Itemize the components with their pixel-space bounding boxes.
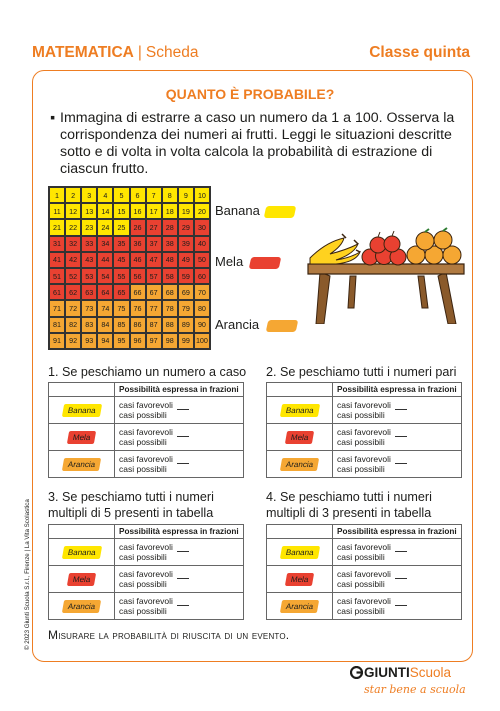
grid-cell: 37 [146, 236, 162, 252]
grid-cell: 60 [194, 268, 210, 284]
grid-cell: 35 [113, 236, 129, 252]
possible-label: casi possibili [337, 410, 385, 420]
fraction-answer[interactable] [177, 578, 189, 579]
fraction-answer[interactable] [395, 463, 407, 464]
table-q3 [48, 524, 244, 620]
favorable-label: casi favorevoli [337, 542, 391, 552]
grid-cell: 41 [49, 252, 65, 268]
possible-label: casi possibili [119, 606, 167, 616]
fraction-answer[interactable] [395, 605, 407, 606]
grid-cell: 67 [146, 284, 162, 300]
instruction [50, 110, 460, 178]
grid-cell: 29 [178, 219, 194, 235]
grid-cell: 78 [162, 300, 178, 316]
legend-arancia: Arancia [215, 317, 260, 332]
favorable-label: casi favorevoli [119, 454, 173, 464]
footer-objective: Misurare la probabilità di riuscita di un evento. [48, 628, 290, 642]
grid-cell: 88 [162, 317, 178, 333]
subject-label: MATEMATICA [32, 44, 134, 61]
grid-cell: 7 [146, 187, 162, 203]
grid-cell: 9 [178, 187, 194, 203]
grid-cell: 86 [130, 317, 146, 333]
grid-cell: 92 [65, 333, 81, 349]
favorable-label: casi favorevoli [119, 596, 173, 606]
grid-cell: 98 [162, 333, 178, 349]
favorable-label: casi favorevoli [119, 542, 173, 552]
grid-cell: 68 [162, 284, 178, 300]
page-header [32, 44, 470, 64]
favorable-label: casi favorevoli [337, 596, 391, 606]
tag-mela: Mela [67, 573, 97, 586]
grid-cell: 44 [97, 252, 113, 268]
brand-tagline: star bene a scuola [364, 683, 466, 696]
tag-arancia: Arancia [280, 458, 319, 471]
favorable-label: casi favorevoli [119, 400, 173, 410]
favorable-label: casi favorevoli [337, 400, 391, 410]
grid-cell: 82 [65, 317, 81, 333]
grid-cell: 26 [130, 219, 146, 235]
fraction-answer[interactable] [177, 605, 189, 606]
brand-name-2: Scuola [409, 665, 452, 680]
fraction-answer[interactable] [177, 436, 189, 437]
grid-cell: 57 [146, 268, 162, 284]
legend-mela: Mela [215, 254, 244, 269]
grid-cell: 22 [65, 219, 81, 235]
grid-cell: 49 [178, 252, 194, 268]
question-3: 3. Se peschiamo tutti i numeri multipli di 5 presenti in tabella [48, 490, 214, 520]
grid-cell: 12 [65, 203, 81, 219]
grid-cell: 100 [194, 333, 210, 349]
grid-cell: 15 [113, 203, 129, 219]
grid-cell: 42 [65, 252, 81, 268]
favorable-label: casi favorevoli [337, 454, 391, 464]
grid-cell: 40 [194, 236, 210, 252]
grid-cell: 33 [81, 236, 97, 252]
grid-cell: 61 [49, 284, 65, 300]
grid-cell: 4 [97, 187, 113, 203]
grid-cell: 10 [194, 187, 210, 203]
grid-cell: 73 [81, 300, 97, 316]
possible-label: casi possibili [119, 437, 167, 447]
grid-cell: 90 [194, 317, 210, 333]
grid-cell: 62 [65, 284, 81, 300]
grid-cell: 48 [162, 252, 178, 268]
grid-cell: 63 [81, 284, 97, 300]
grid-cell: 89 [178, 317, 194, 333]
grid-cell: 71 [49, 300, 65, 316]
grid-cell: 39 [178, 236, 194, 252]
tag-mela: Mela [67, 431, 97, 444]
possible-label: casi possibili [119, 579, 167, 589]
grid-cell: 2 [65, 187, 81, 203]
banana-swatch [264, 206, 297, 218]
fraction-answer[interactable] [177, 463, 189, 464]
grid-cell: 72 [65, 300, 81, 316]
grid-cell: 58 [162, 268, 178, 284]
possible-label: casi possibili [337, 437, 385, 447]
tag-arancia: Arancia [62, 458, 101, 471]
grid-cell: 25 [113, 219, 129, 235]
grid-cell: 70 [194, 284, 210, 300]
grid-cell: 3 [81, 187, 97, 203]
grid-cell: 5 [113, 187, 129, 203]
fraction-answer[interactable] [395, 436, 407, 437]
grid-cell: 54 [97, 268, 113, 284]
grid-cell: 1 [49, 187, 65, 203]
grid-cell: 13 [81, 203, 97, 219]
grid-cell: 17 [146, 203, 162, 219]
fruit-table-illustration [306, 220, 466, 324]
table-header: Possibilità espressa in frazioni [115, 383, 244, 397]
grid-cell: 99 [178, 333, 194, 349]
grade-label: Classe quinta [369, 44, 470, 61]
grid-cell: 87 [146, 317, 162, 333]
favorable-label: casi favorevoli [337, 569, 391, 579]
grid-cell: 23 [81, 219, 97, 235]
table-header: Possibilità espressa in frazioni [333, 383, 462, 397]
grid-cell: 79 [178, 300, 194, 316]
grid-cell: 38 [162, 236, 178, 252]
possible-label: casi possibili [119, 464, 167, 474]
table-q1 [48, 382, 244, 478]
publisher-logo [350, 665, 470, 705]
grid-cell: 95 [113, 333, 129, 349]
fraction-answer[interactable] [395, 551, 407, 552]
grid-cell: 83 [81, 317, 97, 333]
grid-cell: 56 [130, 268, 146, 284]
tag-mela: Mela [285, 573, 315, 586]
grid-cell: 81 [49, 317, 65, 333]
grid-cell: 11 [49, 203, 65, 219]
grid-cell: 80 [194, 300, 210, 316]
grid-cell: 6 [130, 187, 146, 203]
grid-cell: 66 [130, 284, 146, 300]
mela-swatch [249, 257, 282, 269]
tag-arancia: Arancia [280, 600, 319, 613]
grid-cell: 52 [65, 268, 81, 284]
header-separator: | [137, 44, 142, 61]
grid-cell: 84 [97, 317, 113, 333]
grid-cell: 18 [162, 203, 178, 219]
grid-cell: 77 [146, 300, 162, 316]
grid-cell: 43 [81, 252, 97, 268]
fraction-answer[interactable] [177, 409, 189, 410]
instruction-text: Immagina di estrarre a caso un numero da 1 a 100. Osserva la corrispondenza dei numeri ai frutti. Leggi le situazioni descritte sotto e di volta in volta calcola la probabilità di estrazione di ciascun frutto. [60, 110, 455, 177]
number-grid [48, 186, 211, 350]
possible-label: casi possibili [337, 464, 385, 474]
grid-cell: 55 [113, 268, 129, 284]
grid-cell: 53 [81, 268, 97, 284]
question-4: 4. Se peschiamo tutti i numeri multipli di 3 presenti in tabella [266, 490, 432, 520]
grid-cell: 20 [194, 203, 210, 219]
grid-cell: 27 [146, 219, 162, 235]
grid-cell: 45 [113, 252, 129, 268]
tag-banana: Banana [62, 546, 102, 559]
grid-cell: 32 [65, 236, 81, 252]
grid-cell: 30 [194, 219, 210, 235]
grid-cell: 76 [130, 300, 146, 316]
table-q2 [266, 382, 462, 478]
grid-cell: 28 [162, 219, 178, 235]
question-1: 1. Se peschiamo un numero a caso [48, 365, 247, 379]
grid-cell: 91 [49, 333, 65, 349]
tag-mela: Mela [285, 431, 315, 444]
grid-cell: 85 [113, 317, 129, 333]
page-title: QUANTO È PROBABILE? [165, 86, 335, 102]
fraction-answer[interactable] [177, 551, 189, 552]
tag-banana: Banana [280, 546, 320, 559]
table-header: Possibilità espressa in frazioni [333, 525, 462, 539]
grid-cell: 36 [130, 236, 146, 252]
grid-cell: 19 [178, 203, 194, 219]
grid-cell: 34 [97, 236, 113, 252]
grid-cell: 96 [130, 333, 146, 349]
possible-label: casi possibili [119, 552, 167, 562]
legend-banana: Banana [215, 203, 260, 218]
bullet-icon: ▪ [50, 110, 56, 126]
tag-banana: Banana [62, 404, 102, 417]
grid-cell: 64 [97, 284, 113, 300]
possible-label: casi possibili [337, 552, 385, 562]
grid-cell: 14 [97, 203, 113, 219]
giunti-g-icon [350, 666, 363, 679]
grid-cell: 75 [113, 300, 129, 316]
arancia-swatch [266, 320, 299, 332]
table-header: Possibilità espressa in frazioni [115, 525, 244, 539]
grid-cell: 74 [97, 300, 113, 316]
fraction-answer[interactable] [395, 578, 407, 579]
copyright-text: © 2023 Giunti Scuola S.r.l., Firenze | La Vita Scolastica [24, 499, 31, 650]
grid-cell: 21 [49, 219, 65, 235]
grid-cell: 51 [49, 268, 65, 284]
possible-label: casi possibili [119, 410, 167, 420]
favorable-label: casi favorevoli [119, 569, 173, 579]
table-q4 [266, 524, 462, 620]
favorable-label: casi favorevoli [119, 427, 173, 437]
grid-cell: 97 [146, 333, 162, 349]
grid-cell: 8 [162, 187, 178, 203]
favorable-label: casi favorevoli [337, 427, 391, 437]
tag-banana: Banana [280, 404, 320, 417]
sheet-label: Scheda [145, 44, 199, 61]
possible-label: casi possibili [337, 606, 385, 616]
grid-cell: 46 [130, 252, 146, 268]
grid-cell: 16 [130, 203, 146, 219]
fraction-answer[interactable] [395, 409, 407, 410]
brand-name-1: GIUNTI [364, 665, 410, 680]
grid-cell: 24 [97, 219, 113, 235]
tag-arancia: Arancia [62, 600, 101, 613]
possible-label: casi possibili [337, 579, 385, 589]
grid-cell: 59 [178, 268, 194, 284]
grid-cell: 47 [146, 252, 162, 268]
grid-cell: 31 [49, 236, 65, 252]
grid-cell: 65 [113, 284, 129, 300]
grid-cell: 94 [97, 333, 113, 349]
grid-cell: 50 [194, 252, 210, 268]
grid-cell: 93 [81, 333, 97, 349]
question-2: 2. Se peschiamo tutti i numeri pari [266, 365, 457, 379]
grid-cell: 69 [178, 284, 194, 300]
